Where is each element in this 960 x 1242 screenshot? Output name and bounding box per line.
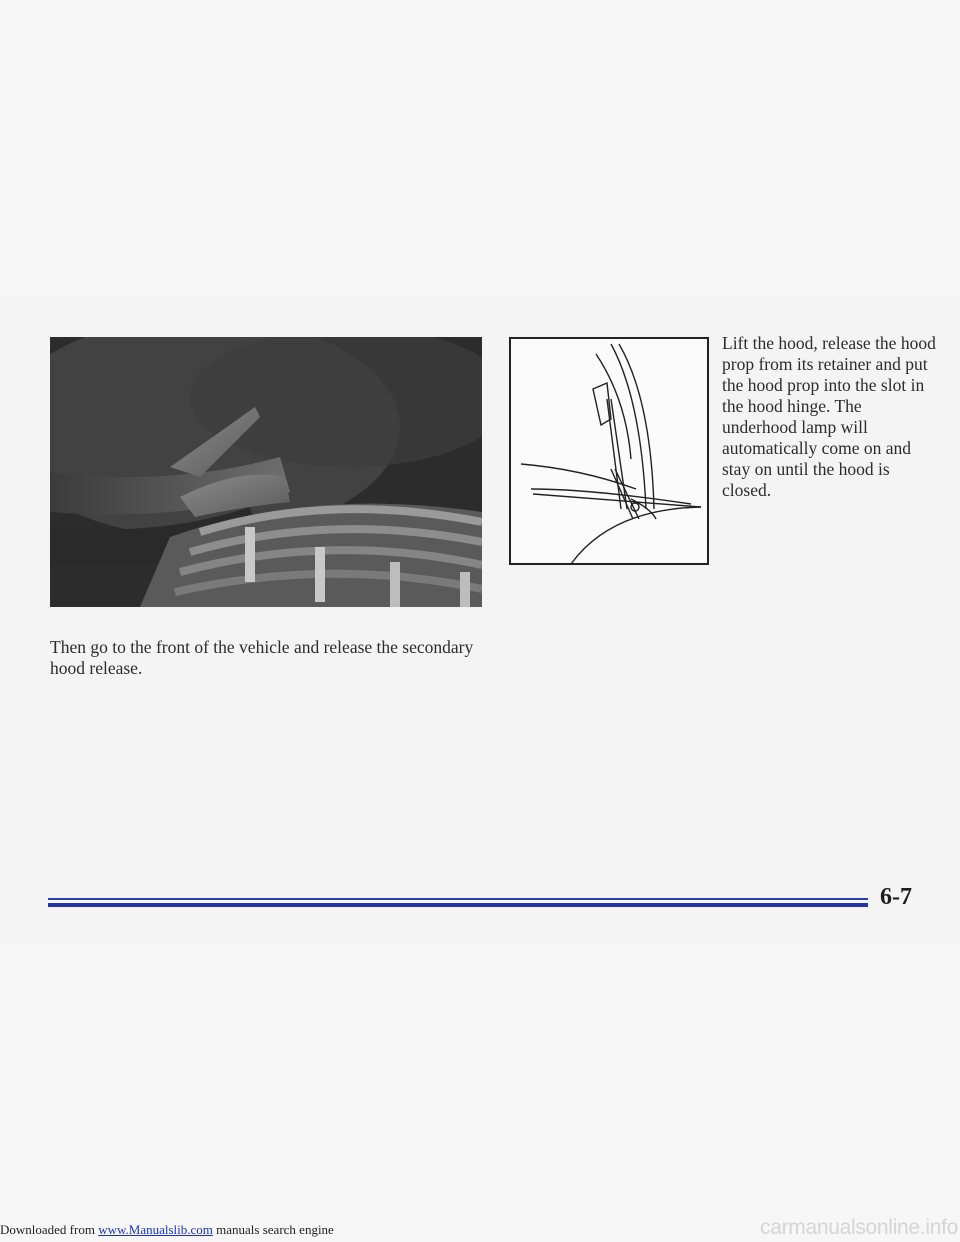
photo-illustration <box>50 337 482 607</box>
watermark-text: carmanualsonline.info <box>760 1216 958 1239</box>
download-footer <box>0 1222 334 1238</box>
page-number: 6-7 <box>880 884 912 910</box>
hood-release-photo <box>50 337 482 607</box>
hood-prop-diagram <box>509 337 709 565</box>
instruction-paragraph-secondary-release: Then go to the front of the vehicle and release the secondary hood release. <box>50 637 474 678</box>
footer-rule-thick <box>48 903 868 907</box>
hood-prop-illustration <box>511 339 707 563</box>
footer-rule-thin <box>48 898 868 900</box>
footer-suffix: manuals search engine <box>212 1222 334 1237</box>
manualslib-link[interactable]: www.Manualslib.com <box>98 1222 213 1237</box>
footer-prefix: Downloaded from <box>0 1222 99 1237</box>
instruction-paragraph-lift-hood: Lift the hood, release the hood prop from its retainer and put the hood prop into the slot in the hood hinge. The underhood lamp will automatically come on and stay on until the hood is closed. <box>722 333 936 500</box>
